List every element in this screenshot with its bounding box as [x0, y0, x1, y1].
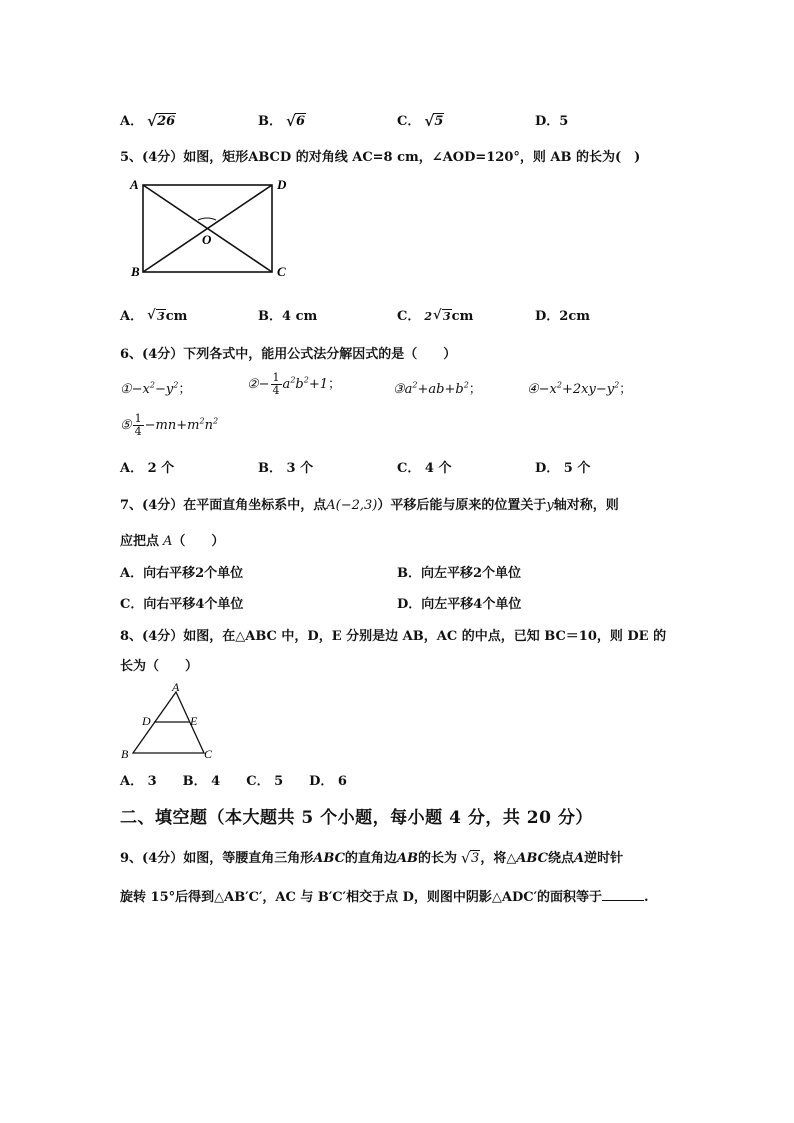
q7-option-c: C．向右平移4个单位	[120, 597, 244, 612]
expr-part: ②−	[247, 377, 270, 392]
q4-option-c	[397, 110, 444, 129]
sqrt: √ 26	[147, 112, 176, 130]
expr-3	[393, 378, 482, 397]
radicand: 6	[296, 114, 306, 129]
separator: ；	[178, 382, 192, 397]
expr-part: +2xy−y	[561, 382, 615, 397]
q6-option-d: D． 5 个	[535, 461, 591, 476]
q6-option-b: B． 3 个	[258, 461, 314, 476]
stem-part: ）平移后能与原来的位置关于	[377, 498, 547, 513]
exponent: 2	[199, 416, 205, 426]
triangle-figure	[118, 680, 218, 762]
q4-option-d	[535, 110, 568, 129]
expr-part: −mn+m	[144, 418, 200, 433]
radicand: 3	[471, 851, 480, 866]
exponent: 2	[173, 380, 179, 390]
option-label: C．	[397, 114, 421, 129]
stem-part: 轴对称，则	[553, 498, 619, 513]
q7-option-b: B．向左平移2个单位	[397, 566, 522, 581]
q8-options: A． 3 B． 4 C． 5 D． 6	[120, 774, 347, 789]
sqrt: √ 3	[433, 308, 451, 323]
expr-4	[527, 378, 632, 397]
expr-part: +1	[308, 377, 328, 392]
stem-part: 7、(4分）在平面直角坐标系中，点	[120, 498, 327, 513]
stem-part: 的直角边	[344, 851, 397, 866]
expr-part: b	[295, 377, 304, 392]
section-2-heading: 二、填空题（本大题共 5 个小题，每小题 4 分，共 20 分）	[120, 808, 593, 828]
label-c: C	[277, 264, 286, 279]
stem-part: 逆时针	[584, 851, 624, 866]
point-a: A	[163, 534, 173, 549]
expr-part: ③a	[393, 382, 413, 397]
sqrt: √ 6	[286, 112, 306, 130]
exponent: 2	[212, 416, 219, 426]
stem-part: ，将△	[480, 851, 517, 866]
q4-option-b	[258, 110, 306, 129]
radicand: 5	[434, 114, 444, 129]
q5-option-b	[258, 305, 317, 324]
stem-part: 的长为	[418, 851, 458, 866]
q6-option-c: C． 4 个	[397, 461, 452, 476]
label-c: C	[204, 747, 213, 761]
separator: ；	[468, 382, 482, 397]
question-9-line-2	[120, 886, 649, 905]
answer-blank[interactable]	[602, 888, 644, 901]
expr-part: ④−x	[527, 382, 557, 397]
denominator: 4	[134, 425, 142, 438]
sqrt: √ 3	[461, 849, 480, 867]
expr-part: a	[282, 377, 291, 392]
label-d: D	[142, 714, 151, 728]
expr-2	[247, 372, 341, 397]
option-value: 2cm	[559, 309, 590, 324]
separator: ；	[619, 382, 633, 397]
option-label: D．	[535, 309, 560, 324]
exponent: 2	[556, 380, 562, 390]
question-6-stem: 6、(4分）下列各式中，能用公式法分解因式的是（ ）	[120, 347, 457, 362]
numerator: 1	[134, 412, 142, 425]
side-name: AB	[396, 851, 419, 866]
expr-5	[120, 413, 218, 438]
option-label: D．	[535, 114, 560, 129]
exponent: 2	[614, 380, 620, 390]
point-a: A(−2,3)	[326, 498, 378, 513]
question-7-stem	[120, 494, 619, 513]
point-name: A	[574, 851, 585, 866]
exponent: 2	[412, 380, 418, 390]
expr-1	[120, 378, 191, 397]
q5-option-d	[535, 305, 590, 324]
expr-part: +ab+b	[417, 382, 464, 397]
question-5-stem: 5、(4分）如图，矩形ABCD 的对角线 AC=8 cm，∠AOD=120°，则 AB 的长为( )	[120, 150, 641, 165]
fraction	[271, 372, 282, 397]
expr-part: ①−x	[120, 382, 150, 397]
stem-part: 绕点	[547, 851, 574, 866]
label-o: O	[202, 232, 212, 247]
q6-option-a: A． 2 个	[120, 461, 175, 476]
exponent: 2	[303, 375, 309, 385]
coefficient: 2	[424, 310, 433, 323]
question-9-stem	[120, 847, 623, 866]
option-value: 5	[559, 114, 569, 129]
y-axis: y	[546, 498, 554, 513]
separator: ；	[328, 377, 342, 392]
stem-part: 9、(4分）如图，等腰直角三角形	[120, 851, 314, 866]
radicand: 3	[157, 310, 165, 323]
answer-paren: （ ）	[172, 534, 225, 549]
label-e: E	[190, 714, 198, 728]
label-a: A	[172, 680, 180, 694]
stem-part: 应把点	[120, 534, 160, 549]
label-d: D	[277, 177, 287, 192]
radicand: 26	[157, 114, 176, 129]
sqrt: √ 5	[424, 112, 444, 130]
angle-arc	[198, 218, 216, 220]
expr-part: −y	[154, 382, 174, 397]
q5-option-a	[120, 305, 187, 324]
label-a: A	[130, 177, 139, 192]
period: .	[644, 890, 649, 905]
option-label: A．	[120, 309, 144, 324]
question-8-line-2: 长为（ ）	[120, 659, 199, 674]
option-value: 4 cm	[282, 309, 318, 324]
option-label: B．	[258, 114, 282, 129]
expr-part: ⑤	[120, 418, 132, 433]
exponent: 2	[463, 380, 469, 390]
fraction	[133, 413, 144, 438]
question-7-line-2	[120, 530, 224, 549]
radicand: 3	[443, 310, 451, 323]
label-b: B	[121, 747, 129, 761]
triangle-name: ABC	[313, 851, 345, 866]
numerator: 1	[272, 371, 280, 384]
denominator: 4	[272, 384, 280, 397]
option-label: B．	[258, 309, 282, 324]
stem-part: 旋转 15°后得到△AB′C′，AC 与 B′C′相交于点 D，则图中阴影△ADC′的面积等于	[120, 890, 602, 905]
q7-option-d: D．向左平移4个单位	[397, 597, 522, 612]
label-b: B	[131, 264, 140, 279]
rectangle-figure	[125, 172, 295, 282]
q4-option-a	[120, 110, 176, 129]
triangle-name: ABC	[516, 851, 548, 866]
sqrt: √ 3	[147, 308, 165, 323]
question-8-stem: 8、(4分）如图，在△ABC 中，D，E 分别是边 AB，AC 的中点，已知 BC＝10，则 DE 的	[120, 629, 667, 644]
q5-option-c	[397, 305, 473, 324]
option-unit: cm	[451, 309, 474, 324]
expr-part: n	[204, 418, 213, 433]
option-label: C．	[397, 309, 421, 324]
option-unit: cm	[165, 309, 188, 324]
exponent: 2	[290, 375, 296, 385]
q7-option-a: A．向右平移2个单位	[120, 566, 244, 581]
exponent: 2	[149, 380, 155, 390]
option-label: A．	[120, 114, 144, 129]
